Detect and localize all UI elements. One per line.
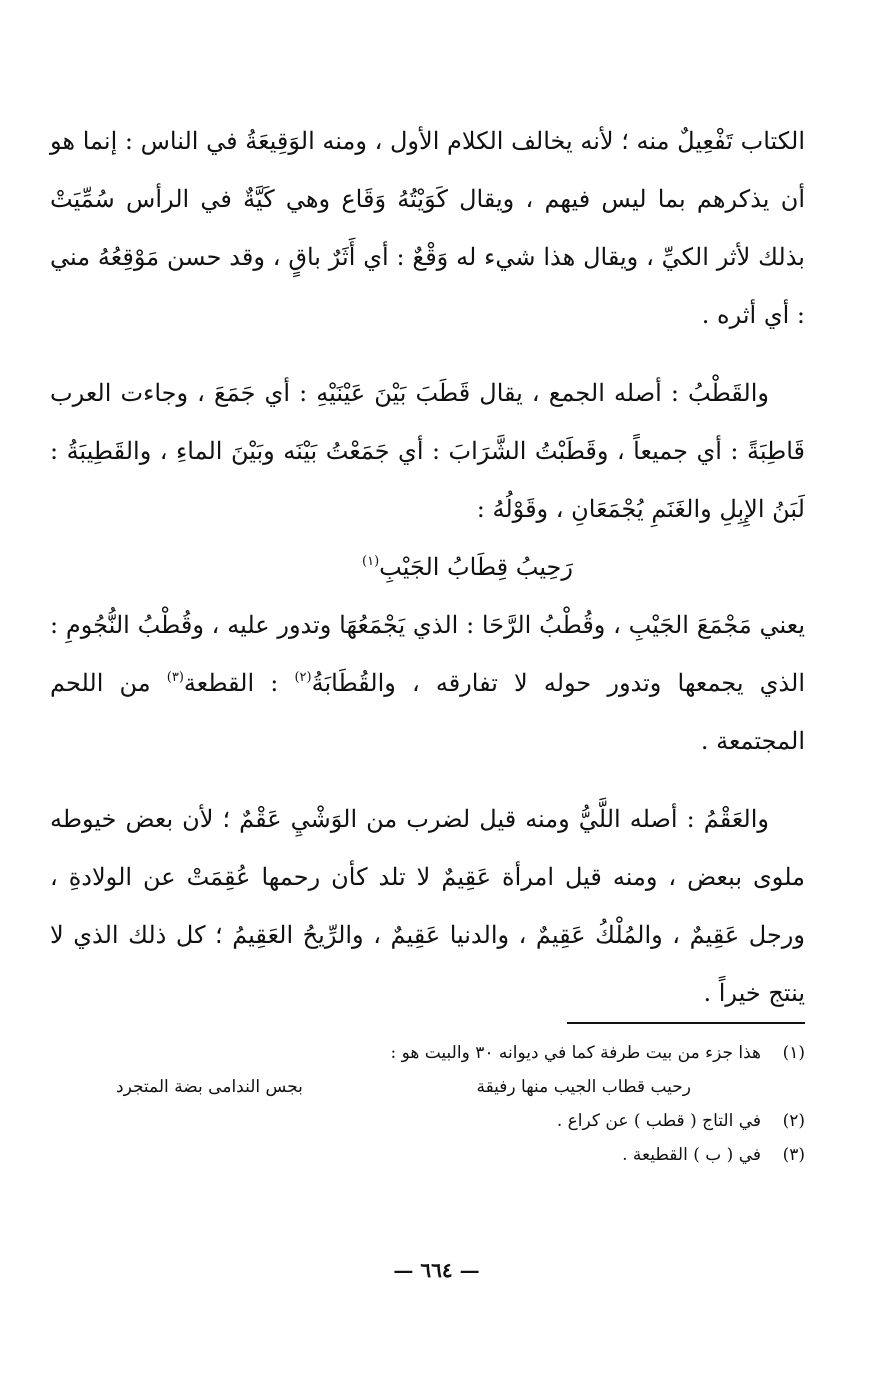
- footnote-number: (٣): [782, 1145, 805, 1165]
- paragraph-text: من اللحم المجتمعة .: [50, 669, 805, 755]
- footnote-text: في ( ب ) القطيعة .: [622, 1145, 761, 1165]
- footnote-text: هذا جزء من بيت طرفة كما في ديوانه ٣٠ والبيت هو :: [390, 1043, 761, 1063]
- paragraph-text: يعني مَجْمَعَ الجَيْبِ ، وقُطْبُ الرَّحَا : الذي يَجْمَعُهَا وتدور عليه ، وقُطْبُ النُّجُومِ : الذي يجمعها وتدور حوله لا تفارقه ، والقُطَابَةُ: [50, 611, 805, 697]
- footnote-text: في التاج ( قطب ) عن كراع .: [556, 1111, 761, 1131]
- footnote-1-verse: [50, 1070, 805, 1104]
- footnote-ref-2[interactable]: (٢): [294, 670, 312, 685]
- paragraph-waqia: الكتاب تَفْعِيلٌ منه ؛ لأنه يخالف الكلام الأول ، ومنه الوَقِيعَةُ في الناس : إنما هو أن يذكرهم بما ليس فيهم ، ويقال كَوَيْتُهُ وَقَاع وهي كَيَّةٌ في الرأس سُمِّيَتْ بذلك لأثر الكيِّ ، ويقال هذا شيء له وَقْعٌ : أي أَثَرٌ باقٍ ، وقد حسن مَوْقِعُهُ مني : أي أثره .: [50, 127, 805, 329]
- paragraph-aqm: والعَقْمُ : أصله اللَّيُّ ومنه قيل لضرب من الوَشْيِ عَقْمٌ ؛ لأن بعض خيوطه ملوى ببعض ، ومنه قيل امرأة عَقِيمٌ لا تلد كأن رحمها عُقِمَتْ عن الولادةِ ، ورجل عَقِيمٌ ، والمُلْكُ عَقِيمٌ ، والدنيا عَقِيمٌ ، والرِّيحُ العَقِيمُ ؛ كل ذلك الذي لا ينتج خيراً .: [50, 805, 805, 1007]
- footnotes: [50, 1036, 805, 1172]
- footnote-ref-1[interactable]: (١): [362, 554, 380, 569]
- paragraph-qatb: والقَطْبُ : أصله الجمع ، يقال قَطَبَ بَيْنَ عَيْنَيْهِ : أي جَمَعَ ، وجاءت العرب قَاطِبَةً : أي جميعاً ، وقَطَبْتُ الشَّرَابَ : أي جَمَعْتُ بَيْنَه وبَيْنَ الماءِ ، والقَطِيبَةُ : لَبَنُ الإِبِلِ والغَنَمِ يُجْمَعَانِ ، وقَوْلُهُ :: [50, 379, 805, 523]
- footnote-3: [50, 1138, 805, 1172]
- footnote-1: [50, 1036, 805, 1070]
- paragraph-text: : القطعة: [183, 669, 295, 697]
- footnote-number: (١): [782, 1043, 805, 1063]
- verse-hemistich-second: بجس الندامى بضة المتجرد: [116, 1077, 303, 1097]
- footnote-number: (٢): [782, 1111, 805, 1131]
- quoted-verse: [50, 538, 805, 596]
- main-text: [50, 112, 805, 1022]
- footnote-ref-3[interactable]: (٣): [166, 670, 184, 685]
- footnote-2: [50, 1104, 805, 1138]
- verse-hemistich-first: رحيب قطاب الجيب منها رفيقة: [476, 1077, 691, 1097]
- page-number: — ٦٦٤ —: [393, 1258, 480, 1282]
- footnote-separator: [567, 1022, 805, 1024]
- paragraph-qutb-meaning: [50, 596, 805, 770]
- verse-text: رَحِيبُ قِطَابُ الجَيْبِ: [379, 553, 573, 581]
